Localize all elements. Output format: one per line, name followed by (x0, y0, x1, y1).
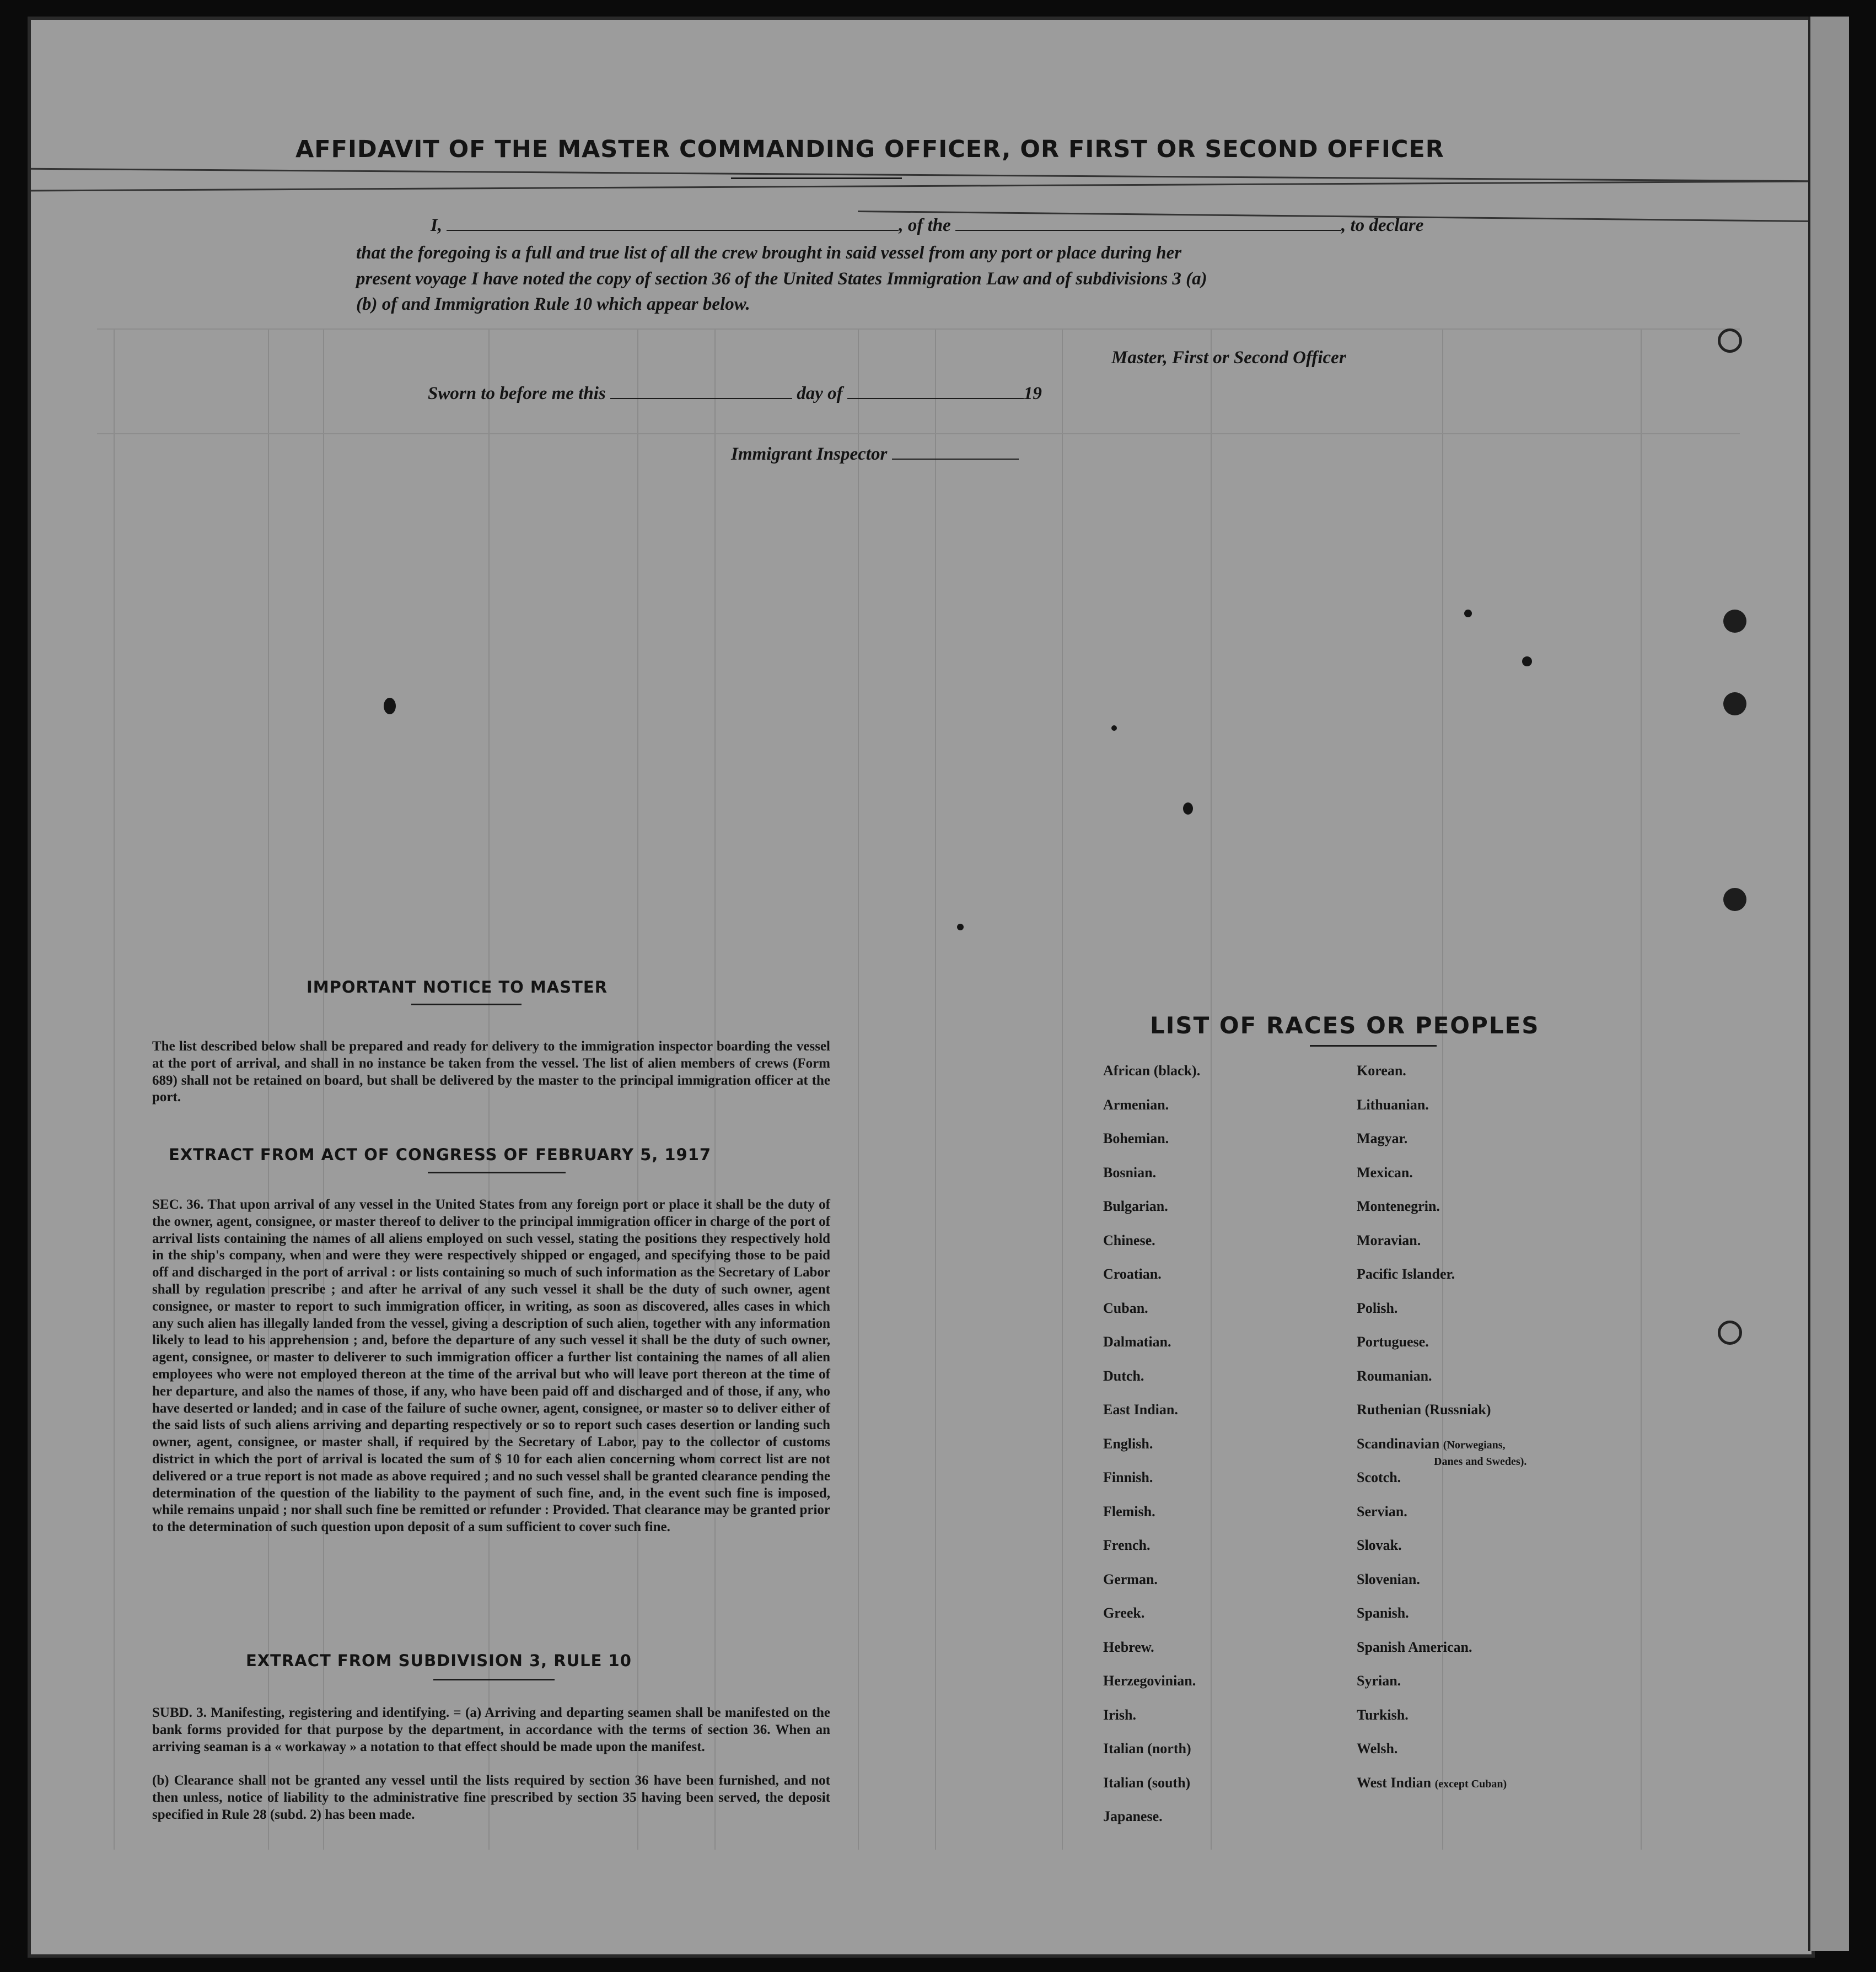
races-list-title: LIST OF RACES OR PEOPLES (1150, 1012, 1540, 1039)
affidavit-title: AFFIDAVIT OF THE MASTER COMMANDING OFFICER, OR FIRST OR SECOND OFFICER (295, 136, 1444, 163)
ghost-column-line (114, 328, 115, 1850)
punch-hole (1718, 1321, 1742, 1345)
declaration-line-3: present voyage I have noted the copy of section 36 of the United States Immigration Law and of subdivisions 3 (a) (356, 269, 1207, 289)
inspector-label: Immigrant Inspector (731, 444, 888, 464)
race-item: Dalmatian. (1103, 1334, 1171, 1350)
race-item: Portuguese. (1357, 1334, 1429, 1350)
race-item-label: West Indian (1357, 1774, 1432, 1791)
race-item: Finnish. (1103, 1469, 1153, 1485)
ghost-column-line (935, 328, 936, 1850)
declaration-line-2: that the foregoing is a full and true list of all the crew brought in said vessel from any port or place during her (356, 243, 1182, 263)
race-item: Ruthenian (Russniak) (1357, 1402, 1491, 1418)
vessel-name-field[interactable] (955, 215, 1341, 231)
ghost-row-line (97, 433, 1740, 434)
race-item: Spanish American. (1357, 1639, 1472, 1655)
ghost-row-line (97, 328, 1740, 330)
race-item: Moravian. (1357, 1232, 1421, 1248)
master-signature-label: Master, First or Second Officer (1111, 348, 1346, 368)
notice-text: The list described below shall be prepared and ready for delivery to the immigration inspector boarding the vessel at the port of arrival, and shall in no instance be taken from the vessel. The list of alien members of crews (Form 689) shall not be retained on board, but shall be delivered by the master to the principal immigration officer at the port. (152, 1039, 830, 1105)
rule-extract-title: EXTRACT FROM SUBDIVISION 3, RULE 10 (246, 1651, 632, 1670)
inspector-signature-field[interactable] (892, 444, 1019, 460)
ink-spot (1111, 725, 1117, 731)
race-item: Korean. (1357, 1063, 1406, 1079)
ink-spot (384, 698, 396, 714)
race-item: Bosnian. (1103, 1164, 1157, 1181)
document-page (28, 17, 1815, 1958)
punch-hole (1723, 610, 1746, 633)
race-item: Montenegrin. (1357, 1198, 1440, 1214)
race-item: Servian. (1357, 1503, 1407, 1520)
act-extract-title: EXTRACT FROM ACT OF CONGRESS OF FEBRUARY 5, 1917 (169, 1145, 712, 1164)
race-item: Turkish. (1357, 1706, 1409, 1723)
race-item: Slovenian. (1357, 1571, 1420, 1587)
sworn-month-field[interactable] (847, 384, 1024, 399)
notice-title-underline (411, 1004, 522, 1005)
ghost-column-line (1211, 328, 1212, 1850)
race-item: Syrian. (1357, 1673, 1401, 1689)
race-item: Chinese. (1103, 1232, 1155, 1248)
race-item: Dutch. (1103, 1367, 1144, 1384)
race-item: Croatian. (1103, 1266, 1162, 1282)
race-item: Hebrew. (1103, 1639, 1154, 1655)
ink-spot (1522, 656, 1532, 666)
declaration-line-4: (b) of and Immigration Rule 10 which appear below. (356, 294, 750, 314)
race-item: Bulgarian. (1103, 1198, 1168, 1214)
race-item: Polish. (1357, 1300, 1398, 1316)
race-note: (except Cuban) (1434, 1777, 1507, 1790)
race-item-label: Scandinavian (1357, 1435, 1440, 1452)
ghost-column-line (1062, 328, 1063, 1850)
officer-name-field[interactable] (447, 215, 899, 231)
inspector-line (731, 444, 1019, 465)
sworn-label: Sworn to before me this (428, 384, 606, 403)
race-item: Lithuanian. (1357, 1096, 1429, 1113)
race-item: Herzegovinian. (1103, 1673, 1196, 1689)
race-note: Danes and Swedes). (1434, 1455, 1527, 1468)
ghost-column-line (1641, 328, 1642, 1850)
punch-hole (1718, 328, 1742, 353)
i-label: I, (431, 215, 443, 235)
fold-line (31, 168, 1812, 182)
races-title-underline (1310, 1045, 1437, 1047)
races-left-column (1103, 1063, 1200, 1842)
day-of-label: day of (797, 384, 843, 403)
title-underline (731, 177, 902, 179)
race-item: German. (1103, 1571, 1158, 1587)
notice-title: IMPORTANT NOTICE TO MASTER (307, 978, 608, 996)
race-item-west-indian (1357, 1775, 1526, 1809)
rule-subdivision-a-text: SUBD. 3. Manifesting, registering and identifying. = (a) Arriving and departing seamen shall be manifested on the bank forms provided for that purpose by the department, in accordance with the terms of section 36. When an arriving seaman is a « workaway » a notation to that effect should be made upon the manifest. (152, 1705, 830, 1754)
sworn-day-field[interactable] (610, 384, 792, 399)
race-item: Italian (north) (1103, 1741, 1191, 1757)
ink-spot (957, 924, 964, 930)
punch-hole (1723, 888, 1746, 911)
fold-line (31, 181, 1812, 192)
race-item: East Indian. (1103, 1402, 1178, 1418)
page-edge-strip (1808, 17, 1849, 1951)
race-item: Armenian. (1103, 1096, 1169, 1113)
race-item: Slovak. (1357, 1537, 1402, 1553)
race-item: African (black). (1103, 1063, 1201, 1079)
race-item-scandinavian (1357, 1436, 1526, 1452)
race-item: Cuban. (1103, 1300, 1148, 1316)
race-item: Bohemian. (1103, 1130, 1169, 1146)
to-declare-label: , to declare (1341, 215, 1424, 235)
race-item: Magyar. (1357, 1130, 1408, 1146)
rule-title-underline (433, 1679, 555, 1680)
race-item: Greek. (1103, 1605, 1145, 1621)
race-item: Irish. (1103, 1706, 1136, 1723)
race-item: Japanese. (1103, 1808, 1163, 1824)
race-item: Scotch. (1357, 1469, 1401, 1485)
section-36-text: SEC. 36. That upon arrival of any vessel in the United States from any foreign port or place it shall be the duty of the owner, agent, consignee, or master thereof to deliver to the principal immigration officer in charge of the port of arrival lists containing the names of all aliens employed on such vessel, stating the positions they respectively hold in the ship's company, when and were they were respectively shipped or engaged, and specifying those to be paid off and discharged in the port of arrival : or lists containing so much of such information as the Secretary of Labor shall by regulation prescribe ; and after he arrival of any such vessel it shall be the duty of such owner, agent consignee, or master to report to such immigration officer, in writing, as soon as discovered, alles cases in which any such alien has illegally landed from the vessel, giving a description of such alien, together with any information likely to lead to his apprehension ; and, before the departure of any such vessel it shall be the duty of such owner, agent, consignee, or master to deliverer to such immigration officer a further list containing the names of all alien employees who were not employed thereon at the time of the arrival but who will leave port thereon at the time of her departure, and also the names of those, if any, who have been paid off and discharged and of those, if any, who have deserted or landed; and in case of the failure of suche owner, agent, consignee, or master so to deliver either of the said lists of such aliens arriving and departing respectively or so to report such cases desertion or landing such owner, agent, consignee, or master shall, if required by the Secretary of Labor, pay to the collector of customs district in which the port of arrival is located the sum of $ 10 for each alien concerning whom correct list are not delivered or a true report is not made as above required ; and no such vessel shall be granted clearance pending the determination of the question of the liability to the payment of such fine, and, in the event such fine is imposed, while remains unpaid ; nor shall such fine be remitted or refunder : Provided. That clearance may be granted prior to the determination of such question upon deposit of a sum sufficient to cover such fine. (152, 1197, 830, 1535)
year-label: 19 (1023, 384, 1042, 403)
race-item: Mexican. (1357, 1164, 1413, 1181)
punch-hole (1723, 692, 1746, 715)
race-item: Roumanian. (1357, 1367, 1432, 1384)
ink-spot (1183, 802, 1193, 815)
race-item: Welsh. (1357, 1741, 1398, 1757)
act-title-underline (428, 1172, 566, 1173)
ink-spot (1464, 610, 1472, 617)
race-item: English. (1103, 1435, 1153, 1452)
declaration-line-1 (431, 215, 1423, 236)
race-item: Pacific Islander. (1357, 1266, 1455, 1282)
ghost-column-line (858, 328, 859, 1850)
sworn-line (428, 384, 1042, 404)
race-item: Flemish. (1103, 1503, 1155, 1520)
race-item: Spanish. (1357, 1605, 1409, 1621)
race-item: Italian (south) (1103, 1774, 1191, 1791)
rule-subdivision-b-text: (b) Clearance shall not be granted any vessel until the lists required by section 36 have been furnished, and not then unless, notice of liability to the administrative fine prescribed by section 35 having been served, the deposit specified in Rule 28 (subd. 2) has been made. (152, 1773, 830, 1822)
races-right-column (1357, 1063, 1526, 1808)
race-note: (Norwegians, (1443, 1438, 1506, 1451)
race-note-line (1357, 1452, 1526, 1470)
of-the-label: , of the (899, 215, 951, 235)
race-item: French. (1103, 1537, 1151, 1553)
